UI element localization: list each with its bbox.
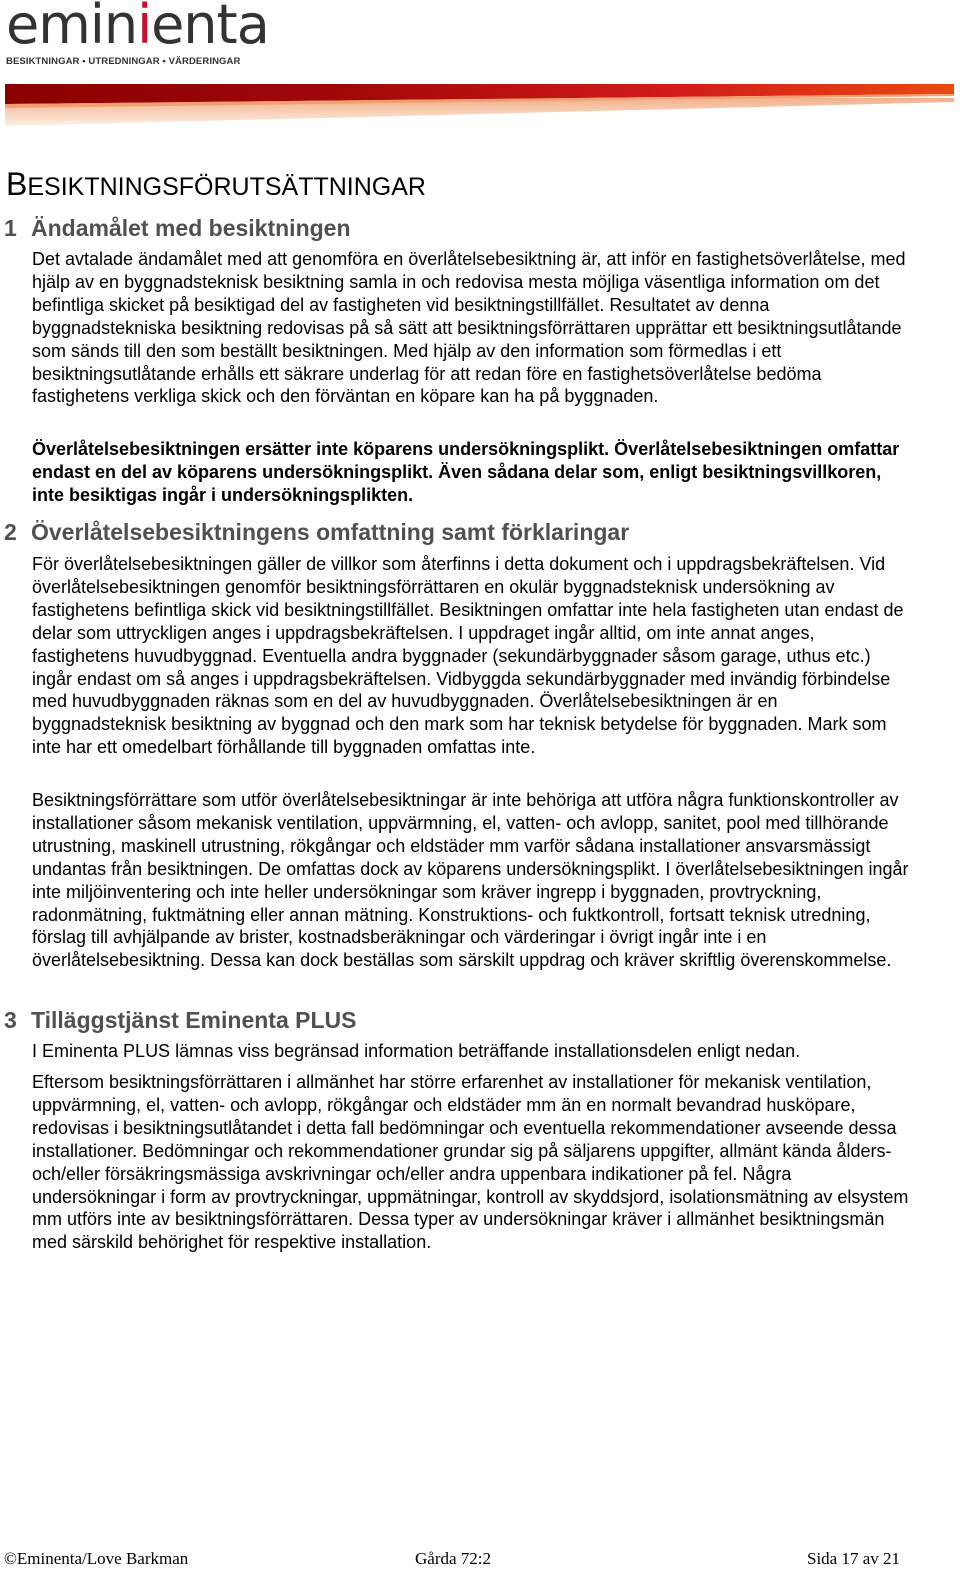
footer-copyright: ©Eminenta/Love Barkman bbox=[4, 1549, 189, 1568]
section-2-number: 2 bbox=[4, 519, 17, 545]
section-1-paragraph-2: Överlåtelsebesiktningen ersätter inte köparens undersökningsplikt. Överlåtelsebesiktningen omfattar endast en del av köparens undersökningsplikt. Även sådana delar som, enligt besiktningsvillkoren, inte besiktigas ingår i undersökningsplikten. bbox=[32, 439, 900, 505]
footer-page-number: Sida 17 av 21 bbox=[807, 1549, 901, 1568]
title-first-letter: B bbox=[6, 166, 28, 202]
footer-property: Gårda 72:2 bbox=[415, 1549, 492, 1568]
logo-word-part1: emin bbox=[6, 0, 138, 56]
section-2-title: Överlåtelsebesiktningens omfattning samt förklaringar bbox=[31, 519, 630, 545]
logo-tagline: BESIKTNINGAR • UTREDNINGAR • VÄRDERINGAR bbox=[6, 56, 241, 67]
section-1-paragraph-1: Det avtalade ändamålet med att genomföra en överlåtelsebesiktning är, att inför en fastighetsöverlåtelse, med hjälp av en byggnadsteknisk besiktning samla in och redovisa mesta möjliga väsentliga information om det befintliga skicket på besiktigad del av fastigheten vid besiktningstillfället. Resultatet av denna byggnadstekniska besiktning redovisas på så sätt att besiktningsförrättaren upprättar ett besiktningsutlåtande som sänds till den som beställt besiktningen. Med hjälp av den information som förmedlas i ett besiktningsutlåtande erhålls ett säkrare underlag för att redan före en fastighetsöverlåtelse bedöma fastighetens verkliga skick och den förväntan en köpare kan ha på byggnaden. bbox=[32, 249, 906, 407]
section-3-title: Tilläggstjänst Eminenta PLUS bbox=[31, 1007, 357, 1033]
section-3-number: 3 bbox=[4, 1007, 17, 1033]
section-3-paragraph-1: I Eminenta PLUS lämnas viss begränsad information beträffande installationsdelen enligt nedan. bbox=[32, 1041, 801, 1061]
title-rest: ESIKTNINGSFÖRUTSÄTTNINGAR bbox=[27, 173, 426, 201]
section-2-paragraph-2: Besiktningsförrättare som utför överlåtelsebesiktningar är inte behöriga att utföra några funktionskontroller av installationer såsom mekanisk ventilation, uppvärmning, el, vatten- och avlopp, sanitet, pool med tillhörande utrustning, maskinell utrustning, rökgångar och eldstäder mm varför sådana installationer ansvarsmässigt undantas från besiktningen. De omfattas dock av köparens undersökningsplikt. I överlåtelsebesiktningen ingår inte miljöinventering och inte heller undersökningar som kräver ingrepp i byggnaden, provtryckning, radonmätning, fuktmätning eller annan mätning. Konstruktions- och fuktkontroll, fortsatt teknisk utredning, förslag till avhjälpande av brister, kostnadsberäkningar och värderingar i övrigt ingår inte i en överlåtelsebesiktning. Dessa kan dock beställas som särskilt uppdrag och kräver skriftlig överenskommelse. bbox=[32, 790, 909, 971]
logo-wordmark bbox=[6, 0, 269, 56]
header-decorative-band bbox=[5, 84, 954, 126]
section-1-number: 1 bbox=[4, 215, 17, 241]
page-title bbox=[6, 166, 426, 203]
logo-word-accent: i bbox=[137, 0, 152, 56]
company-logo bbox=[6, 0, 269, 72]
section-3-paragraph-2: Eftersom besiktningsförrättaren i allmänhet har större erfarenhet av installationer för mekanisk ventilation, uppvärmning, el, vatten- och avlopp, rökgångar och eldstäder mm än en normalt bevandrad husköpare, redovisas i besiktningsutlåtandet i detta fall bedömningar och eventuella rekommendationer avseende dessa installationer. Bedömningar och rekommendationer grundar sig på säljarens uppgifter, allmänt kända ålders- och/eller försäkringsmässiga avskrivningar och/eller andra uppenbara indikationer på fel. Några undersökningar i form av provtryckningar, uppmätningar, kontroll av skyddsjord, isolationsmätning av elsystem mm utförs inte av besiktningsförrättaren. Dessa typer av undersökningar kräver i allmänhet besiktningsmän med särskild behörighet för respektive installation. bbox=[32, 1072, 909, 1253]
section-3-heading bbox=[4, 1006, 356, 1034]
section-2-paragraph-1: För överlåtelsebesiktningen gäller de villkor som återfinns i detta dokument och i uppdragsbekräftelsen. Vid överlåtelsebesiktningen genomför besiktningsförrättaren en okulär byggnadsteknisk undersökning av fastighetens befintliga skick vid besiktningstillfället. Besiktningen omfattar inte hela fastigheten utan endast de delar som uttryckligen anges i uppdragsbekräftelsen. I uppdraget ingår alltid, om inte annat anges, fastighetens huvudbyggnad. Eventuella andra byggnader (sekundärbyggnader såsom garage, uthus etc.) ingår endast om så anges i uppdragsbekräftelsen. Vidbyggda sekundärbyggnader med invändig förbindelse med huvudbyggnaden räknas som en del av huvudbyggnaden. Överlåtelsebesiktningen är en byggnadsteknisk besiktning av byggnad och den mark som har teknisk betydelse för byggnaden. Mark som inte har ett omedelbart förhållande till byggnaden omfattas inte. bbox=[32, 554, 904, 758]
section-2-heading bbox=[4, 518, 629, 546]
logo-word-part2: enta bbox=[151, 0, 269, 56]
section-1-heading bbox=[4, 214, 351, 242]
section-1-title: Ändamålet med besiktningen bbox=[31, 215, 351, 241]
